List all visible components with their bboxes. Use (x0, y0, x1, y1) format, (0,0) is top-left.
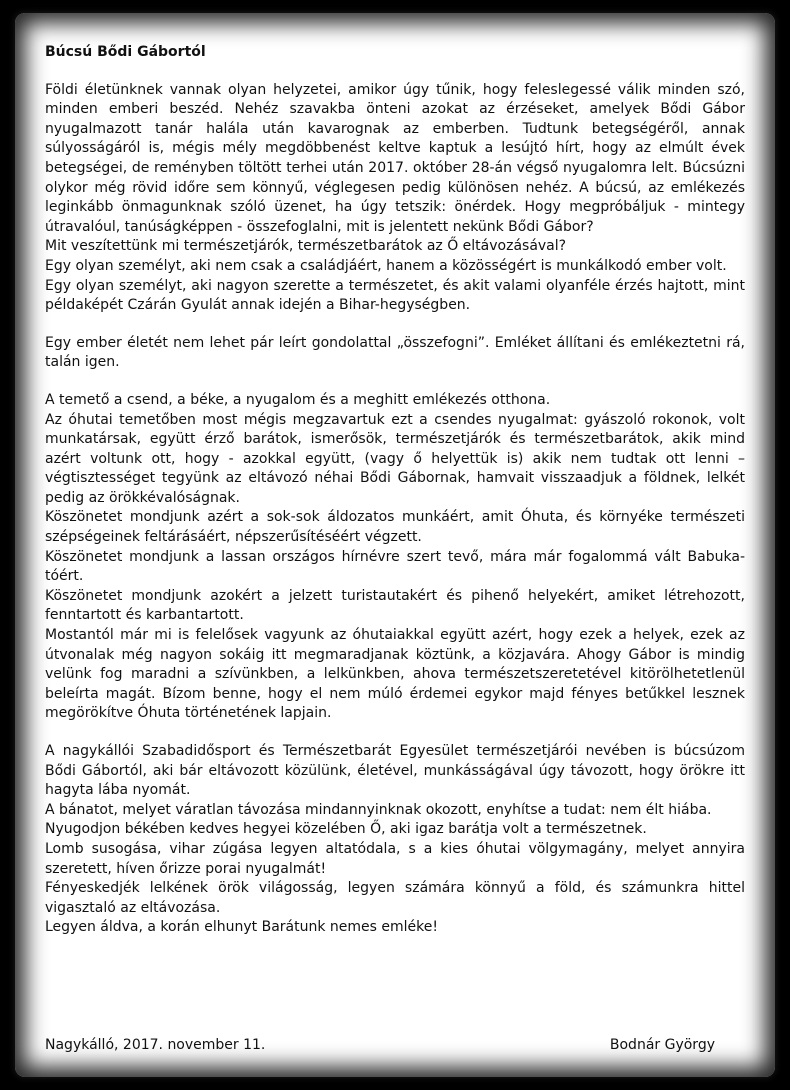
document-body (45, 43, 745, 938)
paragraph-gap (45, 724, 745, 742)
paragraph: Egy ember életét nem lehet pár leírt gondolattal „összefogni”. Emléket állítani és emlékeztetni rá, talán igen. (45, 334, 745, 371)
paragraph: A bánatot, melyet váratlan távozása mindannyinknak okozott, enyhítse a tudat: nem élt hiába. (45, 801, 712, 818)
paragraph: A temető a csend, a béke, a nyugalom és a meghitt emlékezés otthona. (45, 391, 551, 408)
paragraph: Egy olyan személyt, aki nem csak a családjáért, hanem a közösségért is munkálkodó ember volt. (45, 257, 727, 274)
paragraph: Mostantól már mi is felelősek vagyunk az óhutaiakkal együtt azért, hogy ezek a helyek, ezek az útvonalak még nagyon sokáig itt megmaradjanak köztünk, a közjavára. Ahogy Gábor is mindig velünk fog maradni a szívünkben, a lelkünkben, ahova természetszeretetével kitörölhetetlenül beleírta magát. Bízom benne, hogy el nem múló érdemei egykor majd fényes betűkkel lesznek megörökítve Óhuta történetének lapjain. (45, 627, 745, 722)
place-and-date: Nagykálló, 2017. november 11. (45, 1037, 266, 1053)
paragraph: Nyugodjon békében kedves hegyei közelében Ő, aki igaz barátja volt a természetnek. (45, 821, 647, 838)
paragraph: A nagykállói Szabadidősport és Természetbarát Egyesület természetjárói nevében is búcsúzom Bődi Gábortól, aki bár eltávozott közülünk, életével, munkásságával úgy távozott, hogy örökre itt hagyta lába nyomát. (45, 743, 745, 799)
document-title: Búcsú Bődi Gábortól (45, 44, 206, 60)
paragraph: Egy olyan személyt, aki nagyon szerette a természetet, és akit valami olyanféle érzés hajtott, mint példaképét Czárán Gyulát annak idején a Bihar-hegységben. (45, 277, 745, 314)
paragraph: Lomb susogása, vihar zúgása legyen altatódala, s a kies óhutai völgymagány, melyet annyira szeretett, híven őrizze porai nyugalmát! (45, 840, 745, 877)
paragraph: Köszönetet mondjunk azért a sok-sok áldozatos munkáért, amit Óhuta, és környéke természeti szépségeinek feltárásáért, népszerűsítéséért végzett. (45, 509, 745, 546)
paragraph: Az óhutai temetőben most mégis megzavartuk ezt a csendes nyugalmat: gyászoló rokonok, volt munkatársak, együtt érző barátok, ismerősök, természetjárók és természetbarátok, akik mind azért voltunk ott, hogy - azokkal együtt, (vagy ő helyettük is) akik nem tudtak ott lenni – végtisztességet tegyünk az eltávozó néhai Bődi Gábornak, hamvait visszaadjuk a földnek, lelkét pedig az örökkévalóságnak. (45, 411, 745, 506)
paragraph: Mit veszítettünk mi természetjárók, természetbarátok az Ő eltávozásával? (45, 238, 567, 255)
paragraph-gap (45, 316, 745, 334)
paragraph-gap (45, 373, 745, 391)
paragraph: Legyen áldva, a korán elhunyt Barátunk nemes emléke! (45, 919, 438, 936)
author-signature: Bodnár György (609, 1037, 715, 1053)
paragraph: Köszönetet mondjunk azokért a jelzett turistautakért és pihenő helyekért, amiket létrehozott, fenntartott és karbantartott. (45, 587, 745, 624)
document-page (15, 13, 775, 1077)
paragraph: Fényeskedjék lelkének örök világosság, legyen számára könnyű a föld, és számunkra hittel vigasztaló az eltávozása. (45, 880, 745, 916)
document-footer (45, 1037, 745, 1053)
paragraph: Földi életünknek vannak olyan helyzetei, amikor úgy tűnik, hogy feleslegessé válik minden szó, minden emberi beszéd. Nehéz szavakba önteni azokat az érzéseket, amelyek Bődi Gábor nyugalmazott tanár halála után kavarognak az emberben. Tudtunk betegségéről, annak súlyosságáról is, mégis mély megdöbbenést keltve kaptuk a lesújtó hírt, hogy az elmúlt évek betegségei, de reményben töltött terhei után 2017. október 28-án végső nyugalomra lelt. Búcsúzni olykor még rövid időre sem könnyű, véglegesen pedig különösen nehéz. A búcsú, az emlékezés leginkább önmagunknak szóló üzenet, ha úgy tetszik: önérdek. Hogy megpróbáljuk - mintegy útravalóul, tanúságképpen - összefoglalni, mit is jelentett nekünk Bődi Gábor? (45, 81, 745, 235)
paragraph: Köszönetet mondjunk a lassan országos hírnévre szert tevő, mára már fogalommá vált Babuka-tóért. (45, 548, 745, 585)
